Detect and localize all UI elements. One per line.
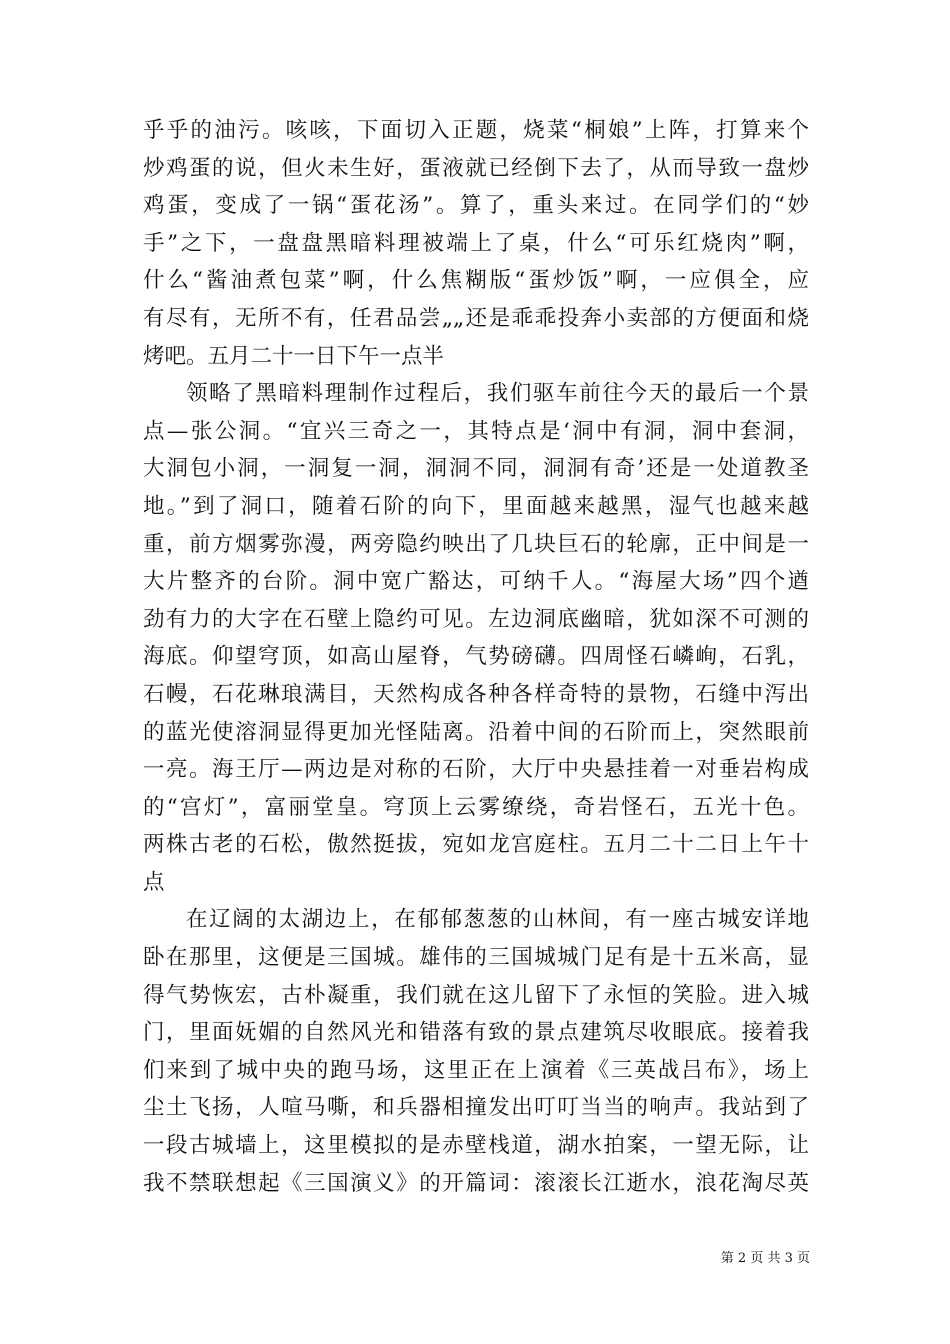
paragraph-3 [143,901,809,1202]
text-line: 的蓝光使溶洞显得更加光怪陆离。沿着中间的石阶而上，突然眼前 [143,719,809,745]
page-number: 第 2 页 共 3 页 [720,1251,810,1266]
text-line: 点 [143,869,165,895]
text-line: 的“宫灯”，富丽堂皇。穹顶上云雾缭绕，奇岩怪石，五光十色。 [143,794,809,820]
text-line: 门，里面妩媚的自然风光和错落有致的景点建筑尽收眼底。接着我 [143,1020,809,1046]
text-line: 手”之下，一盘盘黑暗料理被端上了桌，什么“可乐红烧肉”啊， [143,230,809,256]
text-line: 两株古老的石松，傲然挺拔，宛如龙宫庭柱。五月二十二日上午十 [143,832,809,858]
text-line: 鸡蛋，变成了一锅“蛋花汤”。算了，重头来过。在同学们的“妙 [143,193,809,219]
text-line: 乎乎的油污。咳咳，下面切入正题，烧菜“桐娘”上阵，打算来个 [143,118,809,143]
paragraph-1 [143,112,809,375]
text-line: 一段古城墙上，这里模拟的是赤壁栈道，湖水拍案，一望无际，让 [143,1133,809,1159]
text-line: 得气势恢宏，古朴凝重，我们就在这儿留下了永恒的笑脸。进入城 [143,982,809,1008]
text-line: 什么“酱油煮包菜”啊，什么焦糊版“蛋炒饭”啊，一应俱全，应 [143,268,809,294]
text-line: 重，前方烟雾弥漫，两旁隐约映出了几块巨石的轮廓，正中间是一 [143,531,809,557]
text-line: 们来到了城中央的跑马场，这里正在上演着《三英战吕布》，场上 [143,1057,809,1083]
text-line: 卧在那里，这便是三国城。雄伟的三国城城门足有是十五米高，显 [143,945,809,971]
text-line: 领略了黑暗料理制作过程后，我们驱车前往今天的最后一个景 [186,381,809,407]
text-line: 大洞包小洞，一洞复一洞，洞洞不同，洞洞有奇’还是一处道教圣 [143,456,809,482]
paragraph-2 [143,375,809,901]
text-line: 一亮。海王厅—两边是对称的石阶，大厅中央悬挂着一对垂岩构成 [143,757,809,783]
text-line: 石幔，石花琳琅满目，天然构成各种各样奇特的景物，石缝中泻出 [143,681,809,707]
body-text [143,112,809,1202]
text-line: 大片整齐的台阶。洞中宽广豁达，可纳千人。“海屋大场”四个遒 [143,569,809,595]
text-line: 尘土飞扬，人喧马嘶，和兵器相撞发出叮叮当当的响声。我站到了 [143,1095,809,1121]
text-line: 炒鸡蛋的说，但火未生好，蛋液就已经倒下去了，从而导致一盘炒 [143,155,809,181]
text-line: 有尽有，无所不有，任君品尝„„还是乖乖投奔小卖部的方便面和烧 [143,305,809,331]
text-line: 地。”到了洞口，随着石阶的向下，里面越来越黑，湿气也越来越 [143,493,809,519]
text-line: 在辽阔的太湖边上，在郁郁葱葱的山林间，有一座古城安详地 [186,907,809,933]
text-line: 烤吧。五月二十一日下午一点半 [143,343,445,369]
text-line: 劲有力的大字在石壁上隐约可见。左边洞底幽暗，犹如深不可测的 [143,606,809,632]
text-line: 我不禁联想起《三国演义》的开篇词：滚滚长江逝水，浪花淘尽英 [143,1170,809,1196]
text-line: 海底。仰望穹顶，如高山屋脊，气势磅礴。四周怪石嶙峋，石乳， [143,644,809,670]
text-line: 点—张公洞。“宜兴三奇之一，其特点是‘洞中有洞，洞中套洞， [143,418,809,444]
